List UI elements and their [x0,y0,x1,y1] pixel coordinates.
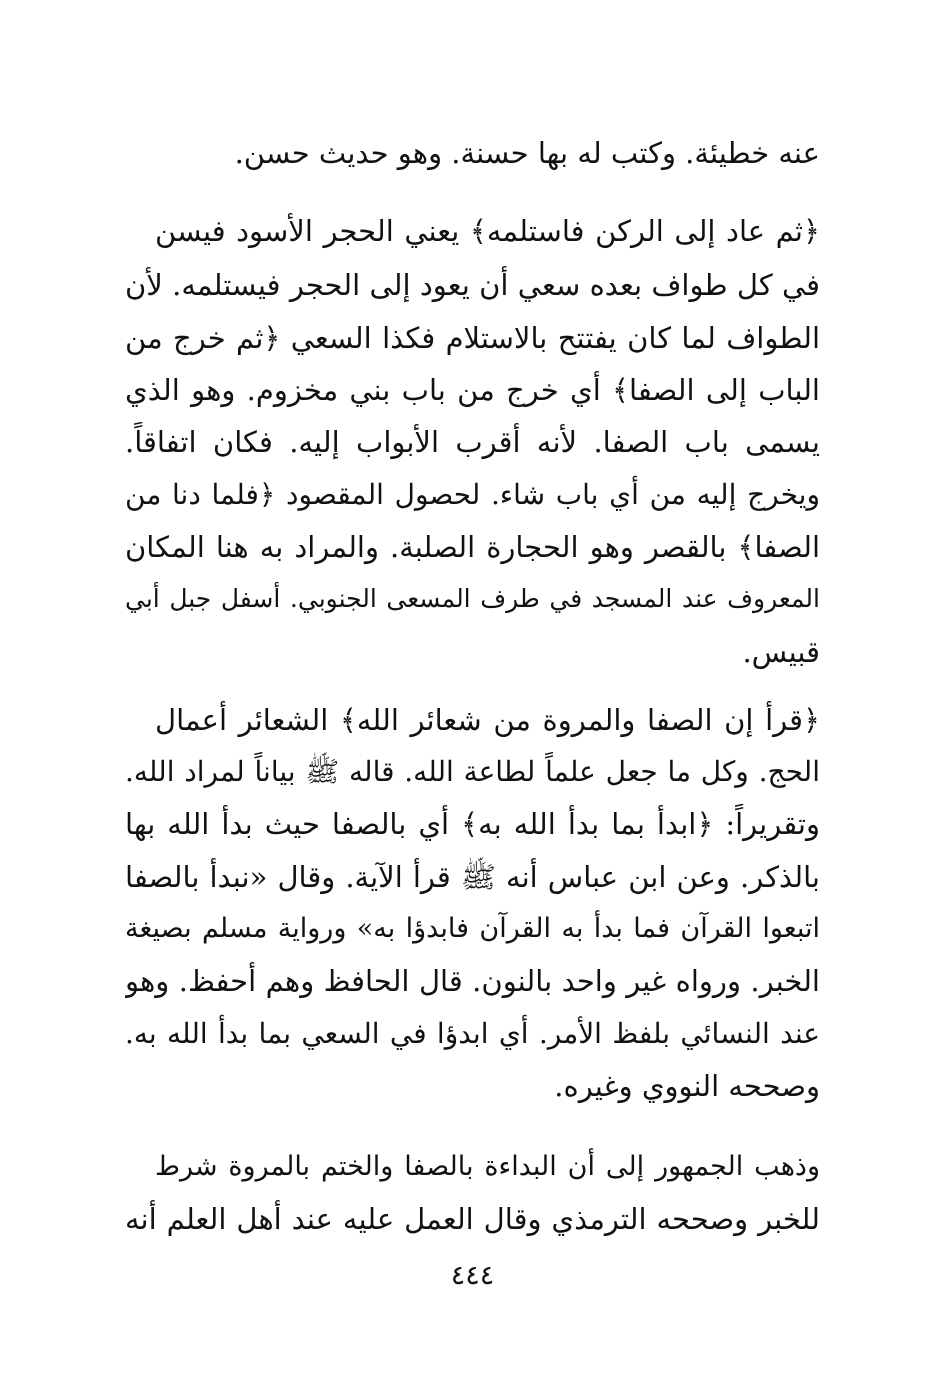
text-line: وتقريراً: ﴿ابدأ بما بدأ الله به﴾ أي بالصفا حيث بدأ الله بها [125,807,820,841]
text-line: عنه خطيئة. وكتب له بها حسنة. وهو حديث حسن. [234,136,820,170]
text-line: في كل طواف بعده سعي أن يعود إلى الحجر فيستلمه. لأن [125,268,820,302]
text-line: وذهب الجمهور إلى أن البداءة بالصفا والختم بالمروة شرط [155,1151,820,1182]
text-line: المعروف عند المسجد في طرف المسعى الجنوبي. أسفل جبل أبي [125,584,820,613]
text-line: الطواف لما كان يفتتح بالاستلام فكذا السعي ﴿ثم خرج من [125,321,820,355]
text-line: ﴿قرأ إن الصفا والمروة من شعائر الله﴾ الشعائر أعمال [155,703,820,737]
text-line: الصفا﴾ بالقصر وهو الحجارة الصلبة. والمراد به هنا المكان [125,530,820,564]
text-line: وصححه النووي وغيره. [554,1069,820,1103]
text-line: قبيس. [742,635,820,669]
text-line: للخبر وصححه الترمذي وقال العمل عليه عند أهل العلم أنه [125,1202,820,1236]
text-line: اتبعوا القرآن فما بدأ به القرآن فابدؤا به» ورواية مسلم بصيغة [125,913,820,944]
text-line: ﴿ثم عاد إلى الركن فاستلمه﴾ يعني الحجر الأسود فيسن [155,214,820,248]
text-line: الحج. وكل ما جعل علماً لطاعة الله. قاله ﷺ بياناً لمراد الله. [125,755,820,788]
text-line: بالذكر. وعن ابن عباس أنه ﷺ قرأ الآية. وقال «نبدأ بالصفا [125,860,820,894]
page-number: ٤٤٤ [450,1260,495,1291]
text-line: عند النسائي بلفظ الأمر. أي ابدؤا في السعي بما بدأ الله به. [125,1017,820,1050]
text-line: ويخرج إليه من أي باب شاء. لحصول المقصود ﴿فلما دنا من [125,478,820,511]
text-line: الباب إلى الصفا﴾ أي خرج من باب بني مخزوم. وهو الذي [125,373,820,407]
text-line: الخبر. ورواه غير واحد بالنون. قال الحافظ وهم أحفظ. وهو [125,964,820,998]
text-line: يسمى باب الصفا. لأنه أقرب الأبواب إليه. فكان اتفاقاً. [125,425,820,459]
